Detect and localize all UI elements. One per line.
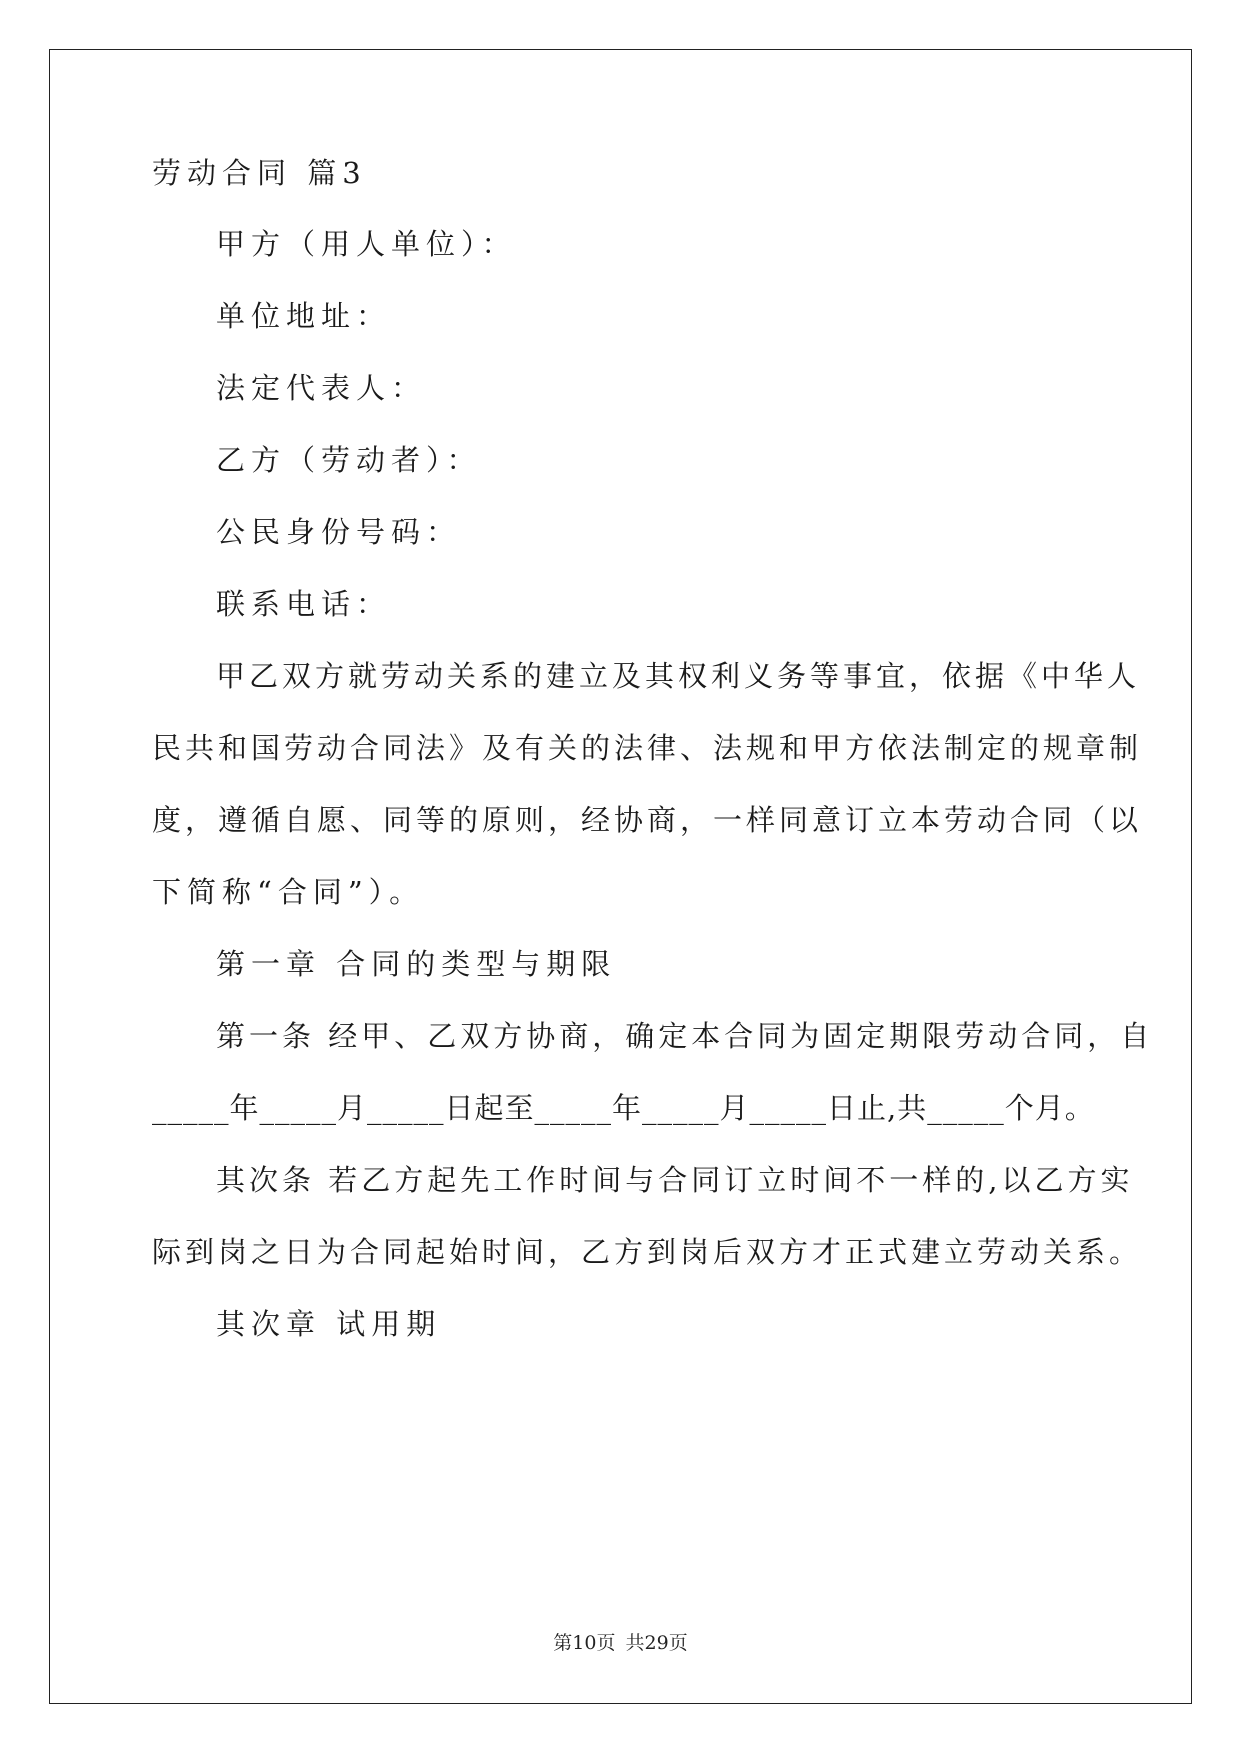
page-footer [0,1628,1241,1655]
preamble-line: 民共和国劳动合同法》及有关的法律、法规和甲方依法制定的规章制 [152,731,1143,765]
article-1-line: _____年_____月_____日起至_____年_____月_____日止,共_____个月。 [152,1091,1095,1125]
preamble-line: 下简称“合同”）。 [152,875,425,909]
preamble-line: 度，遵循自愿、同等的原则，经协商，一样同意订立本劳动合同（以 [152,803,1143,837]
chapter-1-title: 第一章 合同的类型与期限 [216,947,617,981]
party-b-label: 乙方（劳动者）： [216,443,482,477]
page-number: 第10页 [553,1632,616,1654]
preamble-line: 甲乙双方就劳动关系的建立及其权利义务等事宜，依据《中华人 [216,659,1141,693]
phone-label: 联系电话： [216,587,392,621]
article-2-line: 其次条 若乙方起先工作时间与合同订立时间不一样的,以乙方实 [216,1163,1134,1197]
document-title: 劳动合同 篇3 [152,156,367,190]
address-label: 单位地址： [216,299,392,333]
page-total: 共29页 [625,1632,688,1654]
chapter-2-title: 其次章 试用期 [216,1307,442,1341]
legal-rep-label: 法定代表人： [216,371,427,405]
id-number-label: 公民身份号码： [216,515,462,549]
party-a-label: 甲方（用人单位）： [216,227,517,261]
article-2-line: 际到岗之日为合同起始时间，乙方到岗后双方才正式建立劳动关系。 [152,1235,1143,1269]
article-1-line: 第一条 经甲、乙双方协商，确定本合同为固定期限劳动合同，自 [216,1019,1154,1053]
